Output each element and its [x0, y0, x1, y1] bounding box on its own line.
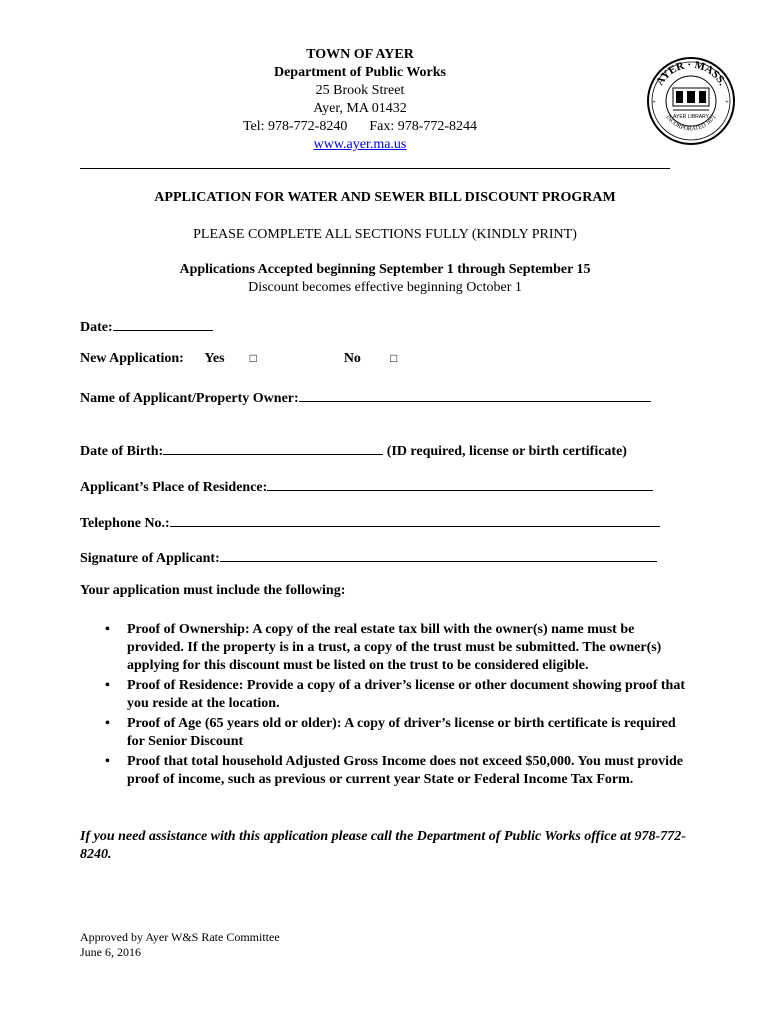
fax-number: Fax: 978-772-8244	[369, 119, 478, 134]
svg-text:+: +	[725, 98, 729, 106]
svg-text:AYER LIBRARY: AYER LIBRARY	[673, 114, 709, 120]
bullet-icon: •	[105, 622, 110, 637]
signature-row	[80, 547, 657, 567]
signature-label: Signature of Applicant:	[80, 551, 220, 566]
approval-footer	[80, 930, 280, 960]
telephone-number: Tel: 978-772-8240	[242, 119, 348, 134]
requirements-list	[103, 621, 693, 791]
date-of-birth-row	[80, 440, 627, 460]
date-label: Date:	[80, 320, 113, 335]
date-of-birth-label: Date of Birth:	[80, 444, 164, 459]
residence-row	[80, 476, 653, 496]
telephone-input-line[interactable]	[170, 512, 660, 527]
requirement-income: Proof that total household Adjusted Gross Income does not exceed $50,000. You must provide proof of income, such as previous or current year State or Federal Income Tax Form.	[127, 754, 684, 787]
id-requirement-note: (ID required, license or birth certificate)	[386, 444, 627, 459]
new-application-label: New Application:	[80, 351, 184, 366]
town-seal	[646, 56, 736, 146]
svg-text:INCORPORATED 1871: INCORPORATED 1871	[664, 114, 718, 133]
date-field-row	[80, 316, 213, 336]
date-of-birth-input-line[interactable]	[163, 440, 383, 455]
residence-label: Applicant’s Place of Residence:	[80, 480, 268, 495]
requirements-heading: Your application must include the following:	[80, 583, 346, 598]
effective-date-note: Discount becomes effective beginning October 1	[248, 280, 522, 295]
signature-input-line[interactable]	[220, 547, 657, 562]
street-address: 25 Brook Street	[315, 83, 405, 98]
header-divider	[80, 168, 670, 169]
no-checkbox[interactable]: □	[389, 351, 398, 365]
requirement-age: Proof of Age (65 years old or older): A copy of driver’s license or birth certificate is required for Senior Discount	[127, 716, 676, 749]
form-title: APPLICATION FOR WATER AND SEWER BILL DISCOUNT PROGRAM	[154, 190, 616, 205]
svg-text:AYER · MASS.: AYER · MASS.	[653, 58, 729, 88]
requirement-ownership: Proof of Ownership: A copy of the real estate tax bill with the owner(s) name must be provided. If the property is in a trust, a copy of the trust must be submitted. The owner(s) applying for this discount must be listed on the trust to be considered eligible.	[127, 622, 662, 673]
website-link[interactable]: www.ayer.ma.us	[313, 137, 407, 152]
svg-text:+: +	[652, 98, 656, 106]
yes-checkbox[interactable]: □	[249, 351, 257, 365]
applicant-name-label: Name of Applicant/Property Owner:	[80, 391, 299, 406]
yes-label: Yes	[204, 351, 225, 366]
bullet-icon: •	[105, 678, 110, 693]
city-state-zip: Ayer, MA 01432	[313, 101, 407, 116]
telephone-row	[80, 512, 660, 532]
residence-input-line[interactable]	[267, 476, 653, 491]
requirement-residence: Proof of Residence: Provide a copy of a driver’s license or other document showing proof that you reside at the location.	[127, 678, 685, 711]
bullet-icon: •	[105, 716, 110, 731]
letterhead	[80, 46, 640, 154]
bullet-icon: •	[105, 754, 110, 769]
list-item	[103, 753, 693, 789]
approval-text: Approved by Ayer W&S Rate Committee	[80, 930, 280, 944]
list-item	[103, 621, 693, 675]
applicant-name-row	[80, 387, 651, 407]
date-input-line[interactable]	[113, 316, 213, 331]
application-window: Applications Accepted beginning September 1 through September 15	[179, 262, 591, 277]
no-label: No	[343, 351, 361, 366]
department-name: Department of Public Works	[273, 65, 446, 80]
assistance-note: If you need assistance with this application please call the Department of Public Works office at 978-772-8240.	[80, 829, 686, 862]
org-name: TOWN OF AYER	[306, 47, 414, 62]
list-item	[103, 715, 693, 751]
applicant-name-input-line[interactable]	[299, 387, 651, 402]
approval-date: June 6, 2016	[80, 945, 141, 959]
form-instructions: PLEASE COMPLETE ALL SECTIONS FULLY (KINDLY PRINT)	[193, 227, 577, 242]
telephone-label: Telephone No.:	[80, 516, 170, 531]
new-application-row	[80, 351, 397, 367]
contact-line	[80, 118, 640, 136]
list-item	[103, 677, 693, 713]
